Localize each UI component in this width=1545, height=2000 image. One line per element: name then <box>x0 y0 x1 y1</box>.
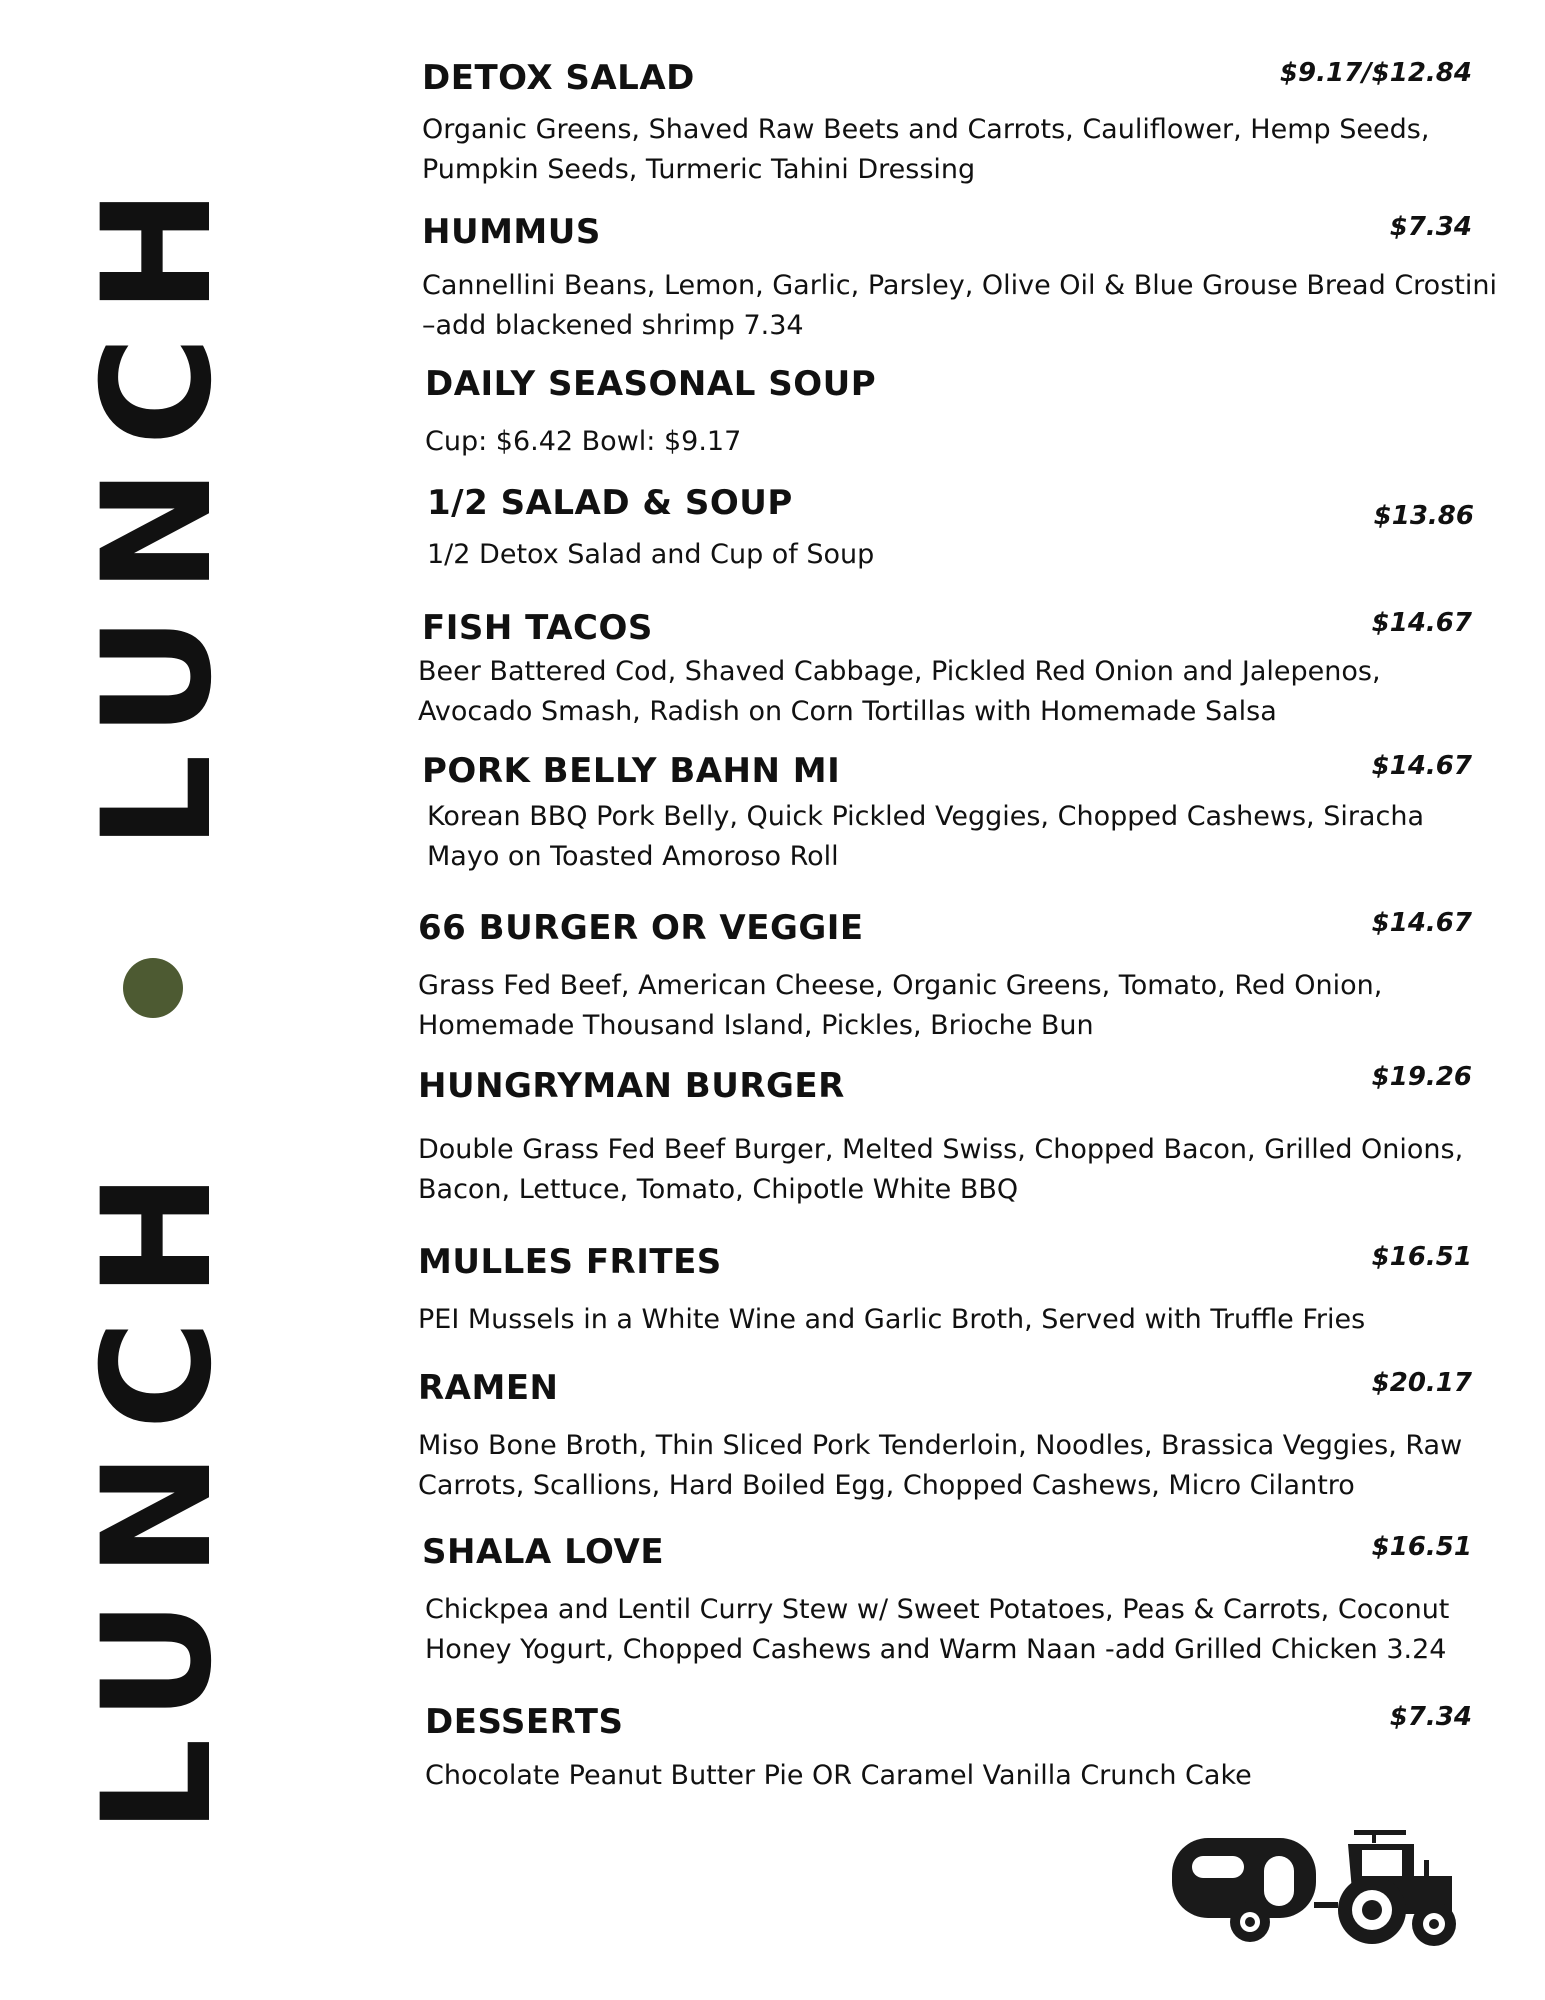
item-description: Miso Bone Broth, Thin Sliced Pork Tenderloin, Noodles, Brassica Veggies, Raw Carrots, Scallions, Hard Boiled Egg, Chopped Cashews, Micro Cilantro <box>418 1430 1463 1501</box>
item-name: 1/2 SALAD & SOUP <box>427 483 793 523</box>
item-price: $9.17/$12.84 <box>1279 58 1472 88</box>
item-price: $7.34 <box>1389 1702 1472 1732</box>
item-name: DAILY SEASONAL SOUP <box>425 364 877 404</box>
item-description: Cannellini Beans, Lemon, Garlic, Parsley, Olive Oil & Blue Grouse Bread Crostini –add blackened shrimp 7.34 <box>422 270 1497 341</box>
item-description: Chickpea and Lentil Curry Stew w/ Sweet Potatoes, Peas & Carrots, Coconut Honey Yogurt, Chopped Cashews and Warm Naan -add Grilled Chicken 3.24 <box>425 1594 1450 1665</box>
divider-dot <box>123 958 183 1018</box>
item-name: RAMEN <box>418 1368 559 1408</box>
item-name: DESSERTS <box>425 1702 624 1742</box>
item-description: Cup: $6.42 Bowl: $9.17 <box>425 426 742 457</box>
item-description: Organic Greens, Shaved Raw Beets and Carrots, Cauliflower, Hemp Seeds, Pumpkin Seeds, Turmeric Tahini Dressing <box>422 114 1430 185</box>
item-name: HUMMUS <box>422 212 601 252</box>
item-description: Beer Battered Cod, Shaved Cabbage, Pickled Red Onion and Jalepenos, Avocado Smash, Radish on Corn Tortillas with Homemade Salsa <box>418 656 1381 727</box>
item-name: PORK BELLY BAHN MI <box>422 751 841 791</box>
item-price: $19.26 <box>1371 1062 1472 1092</box>
side-title-bottom: LUNCH <box>71 1150 245 1834</box>
item-name: SHALA LOVE <box>422 1532 665 1572</box>
item-price: $14.67 <box>1371 608 1472 638</box>
item-name: 66 BURGER OR VEGGIE <box>418 908 864 948</box>
item-price: $14.67 <box>1371 908 1472 938</box>
item-description: Grass Fed Beef, American Cheese, Organic Greens, Tomato, Red Onion, Homemade Thousand Island, Pickles, Brioche Bun <box>418 970 1383 1041</box>
item-price: $16.51 <box>1371 1242 1472 1272</box>
item-name: FISH TACOS <box>422 608 653 648</box>
item-price: $14.67 <box>1371 751 1472 781</box>
item-description: Chocolate Peanut Butter Pie OR Caramel Vanilla Crunch Cake <box>425 1760 1252 1791</box>
item-description: Double Grass Fed Beef Burger, Melted Swiss, Chopped Bacon, Grilled Onions, Bacon, Lettuce, Tomato, Chipotle White BBQ <box>418 1134 1464 1205</box>
item-price: $13.86 <box>1373 501 1474 531</box>
item-price: $7.34 <box>1389 212 1472 242</box>
item-name: HUNGRYMAN BURGER <box>418 1066 845 1106</box>
item-name: DETOX SALAD <box>422 58 695 98</box>
item-price: $20.17 <box>1371 1368 1472 1398</box>
side-title-top: LUNCH <box>71 166 245 850</box>
item-description: PEI Mussels in a White Wine and Garlic Broth, Served with Truffle Fries <box>418 1304 1366 1335</box>
item-price: $16.51 <box>1371 1532 1472 1562</box>
camper-trailer-and-tractor-icon <box>1168 1830 1460 1948</box>
item-name: MULLES FRITES <box>418 1242 722 1282</box>
item-description: Korean BBQ Pork Belly, Quick Pickled Veggies, Chopped Cashews, Siracha Mayo on Toasted Amoroso Roll <box>427 801 1424 872</box>
item-description: 1/2 Detox Salad and Cup of Soup <box>427 539 875 570</box>
